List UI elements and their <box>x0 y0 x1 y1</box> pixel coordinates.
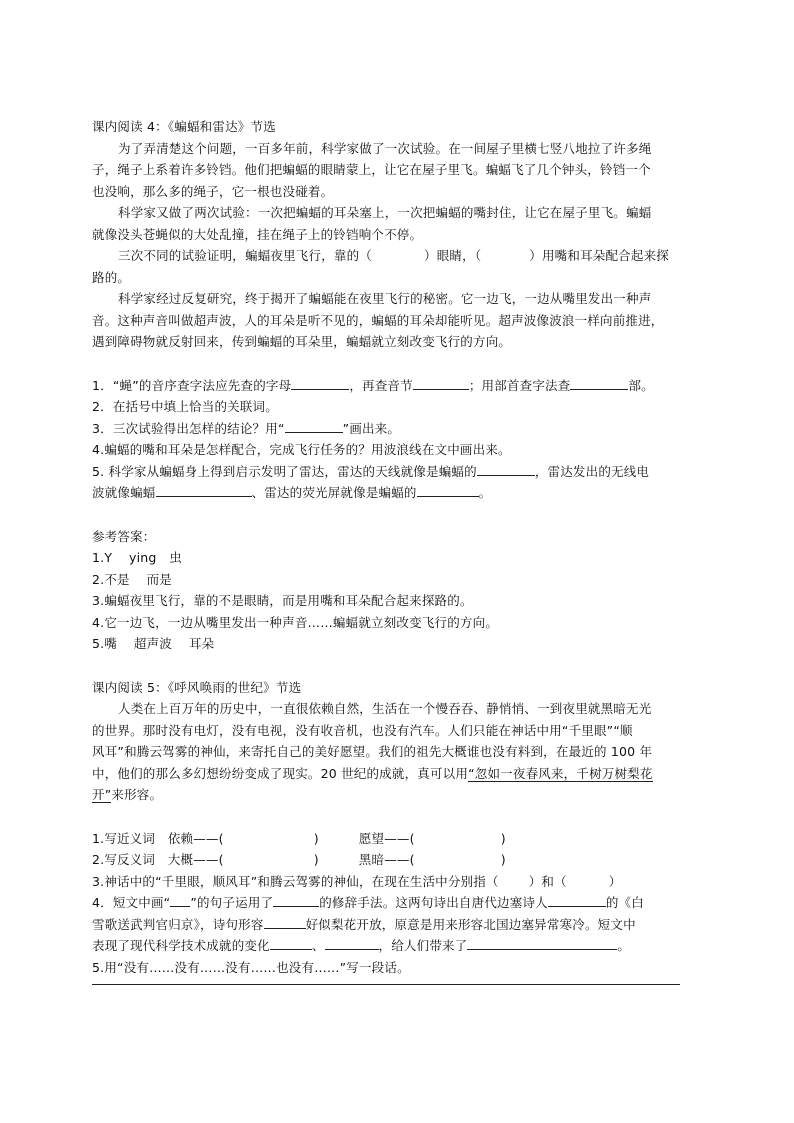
question-text: 1.写近义词 依赖——( <box>92 830 224 846</box>
passage-text: ）用嘴和耳朵配合起来探 <box>529 248 669 263</box>
question-text: ”画出来。 <box>342 420 401 436</box>
question-text: 。 <box>478 485 492 500</box>
question-text: 的修辞手法。这两句诗出自唐代边塞诗人 <box>319 895 548 910</box>
answer-blank[interactable] <box>270 935 312 950</box>
question-text: ) <box>500 852 506 867</box>
passage-line: 风耳”和腾云驾雾的神仙，来寄托自己的美好愿望。我们的祖先大概谁也没有料到，在最近的 100 年 <box>92 744 653 759</box>
question-text: 的《白 <box>605 895 644 910</box>
underlined-quote: “忽如一夜春风来，千树万树梨花 <box>468 765 653 781</box>
passage-line: 科学家又做了两次试验：一次把蝙蝠的耳朵塞上，一次把蝙蝠的嘴封住，让它在屋子里飞。蝙蝠 <box>118 205 652 220</box>
answer-blank[interactable] <box>273 892 319 907</box>
question-4: 4.蝙蝠的嘴和耳朵是怎样配合，完成飞行任务的？用波浪线在文中画出来。 <box>92 442 511 457</box>
question-text: ，再查音节 <box>349 377 413 393</box>
passage-line: 人类在上百万年的历史中，一直很依赖自然，生活在一个慢吞吞、静悄悄、一到夜里就黑暗无光 <box>118 701 652 716</box>
answer-line: 4.它一边飞，一边从嘴里发出一种声音……蝙蝠就立刻改变飞行的方向。 <box>92 614 499 630</box>
question-text: 。 <box>617 938 631 953</box>
s5-question-4 <box>92 892 712 914</box>
passage-text: ）眼睛，（ <box>424 248 482 263</box>
question-1 <box>92 375 712 397</box>
question-text: ）和（ <box>528 873 567 889</box>
answer-blank[interactable] <box>477 461 535 476</box>
question-text: 3.神话中的“千里眼，顺风耳”和腾云驾雾的神仙，在现在生活中分别指（ <box>92 873 499 889</box>
s5-question-3 <box>92 871 712 893</box>
question-text: 、 <box>311 938 325 953</box>
question-text: ) <box>500 830 506 846</box>
passage-line: 也没响，那么多的绳子，它一根也没碰着。 <box>92 183 334 199</box>
answer-writing-line[interactable] <box>92 984 680 985</box>
passage-line: 遇到障碍物就反射回来，传到蝙蝠的耳朵里，蝙蝠就立刻改变飞行的方向。 <box>92 334 512 349</box>
answer-line: 5.嘴 超声波 耳朵 <box>92 636 215 651</box>
answer-line: 1.Y ying 虫 <box>92 550 182 565</box>
question-text: ”的句子运用了 <box>190 895 274 910</box>
question-text: ) <box>313 852 319 867</box>
s5-question-2 <box>92 849 712 871</box>
answer-blank[interactable] <box>417 482 479 497</box>
question-text: 雪歌送武判官归京》，诗句形容 <box>92 916 264 932</box>
s5-question-5: 5.用“没有……没有……没有……也没有……”写一段话。 <box>92 959 410 975</box>
question-text: 黑暗——( <box>358 852 415 867</box>
passage-line <box>92 784 712 806</box>
s5-question-1 <box>92 828 712 850</box>
question-text: 1．“蝇”的音序查字法应先查的字母 <box>92 377 292 393</box>
question-text: ，雷达发出的无线电 <box>534 463 650 479</box>
question-text: 4．短文中画“ <box>92 895 171 910</box>
question-5-cont <box>92 482 712 504</box>
question-text: ） <box>608 873 622 889</box>
answer-blank[interactable] <box>264 914 306 929</box>
question-text: 3．三次试验得出怎样的结论？用“ <box>92 420 285 436</box>
passage-line <box>92 763 712 785</box>
answer-blank[interactable] <box>291 375 349 390</box>
question-text: 表现了现代科学技术成就的变化 <box>92 938 270 953</box>
question-text: 、雷达的荧光屏就像是蝙蝠的 <box>251 485 417 500</box>
underlined-quote: 开” <box>92 787 112 802</box>
passage-line: 为了弄清楚这个问题，一百多年前，科学家做了一次试验。在一间屋子里横七竖八地拉了许多绳 <box>118 140 652 156</box>
question-text: 5. 科学家从蝙蝠身上得到启示发明了雷达，雷达的天线就像是蝙蝠的 <box>92 463 477 479</box>
answer-blank[interactable] <box>570 375 628 390</box>
question-text: ) <box>313 830 319 846</box>
answer-blank[interactable] <box>325 935 379 950</box>
answer-line: 2.不是 而是 <box>92 571 172 587</box>
passage-line <box>92 245 712 267</box>
question-text: 部。 <box>628 377 654 393</box>
passage-line: 路的。 <box>92 269 131 285</box>
section5-title: 课内阅读 5：《呼风唤雨的世纪》节选 <box>92 679 302 695</box>
question-text: 愿望——( <box>358 830 415 846</box>
s5-question-4-cont <box>92 935 712 957</box>
question-text: ；用部首查字法查 <box>468 377 571 393</box>
passage-line: 子，绳子上系着许多铃铛。他们把蝙蝠的眼睛蒙上，让它在屋子里飞。蝙蝠飞了几个钟头，铃铛一个 <box>92 162 651 177</box>
passage-text: 三次不同的试验证明，蝙蝠夜里飞行，靠的（ <box>118 248 373 263</box>
answer-blank[interactable] <box>156 482 252 497</box>
passage-line: 就像没头苍蝇似的大处乱撞，挂在绳子上的铃铛响个不停。 <box>92 226 423 242</box>
passage-line: 的世界。那时没有电灯，没有电视，没有收音机，也没有汽车。人们只能在神话中用“千里眼”“顺 <box>92 722 633 738</box>
answer-blank[interactable] <box>170 892 190 907</box>
answer-blank[interactable] <box>413 375 469 390</box>
question-text: 2.写反义词 大概——( <box>92 852 224 867</box>
answer-line: 3.蝙蝠夜里飞行，靠的不是眼睛，而是用嘴和耳朵配合起来探路的。 <box>92 593 473 608</box>
passage-line: 音。这种声音叫做超声波，人的耳朵是听不见的，蝙蝠的耳朵却能听见。超声波像波浪一样向前推进， <box>92 312 664 328</box>
question-2: 2．在括号中填上恰当的关联词。 <box>92 399 278 414</box>
passage-line: 科学家经过反复研究，终于揭开了蝙蝠能在夜里飞行的秘密。它一边飞，一边从嘴里发出一种声 <box>118 291 652 306</box>
passage-text: 中，他们的那么多幻想纷纷变成了现实。20 世纪的成就，真可以用 <box>92 765 469 781</box>
question-text: 波就像蝙蝠 <box>92 485 156 500</box>
passage-text: 来形容。 <box>111 787 163 802</box>
worksheet <box>92 116 712 978</box>
question-text: ，给人们带来了 <box>378 938 468 953</box>
question-3 <box>92 418 712 440</box>
answer-blank[interactable] <box>285 418 343 433</box>
answers-title: 参考答案： <box>92 528 156 544</box>
answer-blank[interactable] <box>548 892 606 907</box>
answer-blank[interactable] <box>467 935 617 950</box>
s5-question-4-cont <box>92 914 712 936</box>
question-5 <box>92 461 712 483</box>
question-text: 好似梨花开放，原意是用来形容北国边塞异常寒冷。短文中 <box>305 916 636 932</box>
section4-title: 课内阅读 4：《蝙蝠和雷达》节选 <box>92 119 276 134</box>
